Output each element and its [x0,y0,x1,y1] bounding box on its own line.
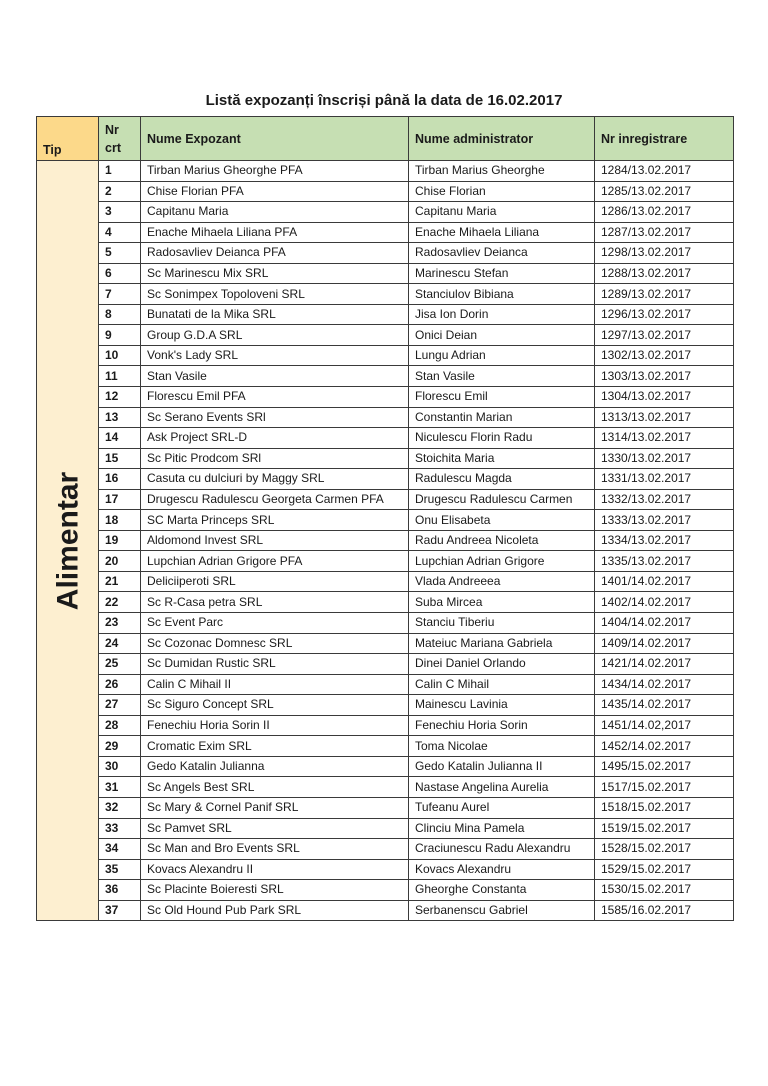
table-row [37,181,734,202]
header-nr-line1: Nr [105,123,119,137]
header-exhibitor-name: Nume Expozant [141,117,409,161]
exhibitors-table [36,116,734,921]
table-row [37,304,734,325]
row-number: 4 [99,222,141,243]
exhibitor-name: Sc Angels Best SRL [141,777,409,798]
registration-number: 1435/14.02.2017 [595,695,734,716]
registration-number: 1297/13.02.2017 [595,325,734,346]
exhibitor-name: Sc Serano Events SRl [141,407,409,428]
table-row [37,715,734,736]
exhibitor-name: Sc Pamvet SRL [141,818,409,839]
row-number: 25 [99,654,141,675]
row-number: 23 [99,613,141,634]
exhibitor-name: SC Marta Princeps SRL [141,510,409,531]
exhibitor-name: Sc Marinescu Mix SRL [141,263,409,284]
document-title: Listă expozanți înscriși până la data de 16.02.2017 [205,92,563,109]
exhibitor-name: Kovacs Alexandru II [141,859,409,880]
exhibitor-name: Fenechiu Horia Sorin II [141,715,409,736]
registration-number: 1286/13.02.2017 [595,202,734,223]
exhibitor-name: Enache Mihaela Liliana PFA [141,222,409,243]
row-number: 2 [99,181,141,202]
exhibitor-name: Sc Dumidan Rustic SRL [141,654,409,675]
exhibitor-name: Casuta cu dulciuri by Maggy SRL [141,469,409,490]
table-row [37,530,734,551]
row-number: 3 [99,202,141,223]
table-row [37,818,734,839]
exhibitor-name: Tirban Marius Gheorghe PFA [141,161,409,182]
exhibitor-name: Vonk's Lady SRL [141,345,409,366]
table-row [37,674,734,695]
registration-number: 1409/14.02.2017 [595,633,734,654]
table-row [37,592,734,613]
registration-number: 1285/13.02.2017 [595,181,734,202]
registration-number: 1404/14.02.2017 [595,613,734,634]
category-cell [37,161,99,921]
administrator-name: Dinei Daniel Orlando [409,654,595,675]
row-number: 14 [99,428,141,449]
registration-number: 1529/15.02.2017 [595,859,734,880]
administrator-name: Jisa Ion Dorin [409,304,595,325]
header-administrator: Nume administrator [409,117,595,161]
registration-number: 1335/13.02.2017 [595,551,734,572]
exhibitor-name: Ask Project SRL-D [141,428,409,449]
row-number: 19 [99,530,141,551]
table-row [37,202,734,223]
exhibitor-name: Group G.D.A SRL [141,325,409,346]
administrator-name: Calin C Mihail [409,674,595,695]
table-row [37,387,734,408]
table-row [37,839,734,860]
table-row [37,222,734,243]
exhibitor-name: Cromatic Exim SRL [141,736,409,757]
category-label: Alimentar [51,471,84,610]
registration-number: 1421/14.02.2017 [595,654,734,675]
exhibitor-name: Sc Old Hound Pub Park SRL [141,900,409,921]
exhibitor-name: Radosavliev Deianca PFA [141,243,409,264]
table-row [37,654,734,675]
table-row [37,551,734,572]
row-number: 27 [99,695,141,716]
row-number: 16 [99,469,141,490]
table-body [37,161,734,921]
table-row [37,469,734,490]
row-number: 10 [99,345,141,366]
row-number: 36 [99,880,141,901]
exhibitor-name: Sc Sonimpex Topoloveni SRL [141,284,409,305]
table-row [37,756,734,777]
row-number: 22 [99,592,141,613]
row-number: 33 [99,818,141,839]
administrator-name: Onici Deian [409,325,595,346]
header-nr-line2: crt [105,141,121,155]
registration-number: 1298/13.02.2017 [595,243,734,264]
table-row [37,366,734,387]
row-number: 17 [99,489,141,510]
administrator-name: Toma Nicolae [409,736,595,757]
administrator-name: Gheorghe Constanta [409,880,595,901]
table-row [37,797,734,818]
table-row [37,263,734,284]
administrator-name: Radosavliev Deianca [409,243,595,264]
table-row [37,695,734,716]
exhibitor-name: Florescu Emil PFA [141,387,409,408]
row-number: 34 [99,839,141,860]
administrator-name: Drugescu Radulescu Carmen [409,489,595,510]
table-row [37,633,734,654]
row-number: 9 [99,325,141,346]
administrator-name: Lungu Adrian [409,345,595,366]
row-number: 6 [99,263,141,284]
registration-number: 1519/15.02.2017 [595,818,734,839]
registration-number: 1314/13.02.2017 [595,428,734,449]
registration-number: 1334/13.02.2017 [595,530,734,551]
administrator-name: Stanciu Tiberiu [409,613,595,634]
row-number: 26 [99,674,141,695]
row-number: 5 [99,243,141,264]
table-row [37,510,734,531]
row-number: 12 [99,387,141,408]
administrator-name: Constantin Marian [409,407,595,428]
row-number: 29 [99,736,141,757]
table-row [37,407,734,428]
registration-number: 1289/13.02.2017 [595,284,734,305]
administrator-name: Tirban Marius Gheorghe [409,161,595,182]
exhibitor-name: Gedo Katalin Julianna [141,756,409,777]
registration-number: 1313/13.02.2017 [595,407,734,428]
table-row [37,880,734,901]
registration-number: 1296/13.02.2017 [595,304,734,325]
header-row [37,117,734,161]
row-number: 8 [99,304,141,325]
administrator-name: Onu Elisabeta [409,510,595,531]
administrator-name: Mainescu Lavinia [409,695,595,716]
exhibitor-name: Capitanu Maria [141,202,409,223]
registration-number: 1302/13.02.2017 [595,345,734,366]
registration-number: 1434/14.02.2017 [595,674,734,695]
registration-number: 1530/15.02.2017 [595,880,734,901]
row-number: 7 [99,284,141,305]
header-nr-crt [99,117,141,161]
row-number: 11 [99,366,141,387]
row-number: 1 [99,161,141,182]
registration-number: 1495/15.02.2017 [595,756,734,777]
table-row [37,571,734,592]
exhibitor-name: Deliciiperoti SRL [141,571,409,592]
row-number: 18 [99,510,141,531]
exhibitor-name: Drugescu Radulescu Georgeta Carmen PFA [141,489,409,510]
header-registration-number: Nr inregistrare [595,117,734,161]
row-number: 37 [99,900,141,921]
registration-number: 1303/13.02.2017 [595,366,734,387]
registration-number: 1452/14.02.2017 [595,736,734,757]
registration-number: 1402/14.02.2017 [595,592,734,613]
row-number: 28 [99,715,141,736]
exhibitor-name: Bunatati de la Mika SRL [141,304,409,325]
administrator-name: Marinescu Stefan [409,263,595,284]
exhibitor-name: Calin C Mihail II [141,674,409,695]
table-row [37,777,734,798]
exhibitor-name: Sc Placinte Boieresti SRL [141,880,409,901]
exhibitor-name: Stan Vasile [141,366,409,387]
administrator-name: Radu Andreea Nicoleta [409,530,595,551]
registration-number: 1401/14.02.2017 [595,571,734,592]
row-number: 32 [99,797,141,818]
exhibitor-name: Sc R-Casa petra SRL [141,592,409,613]
row-number: 30 [99,756,141,777]
registration-number: 1288/13.02.2017 [595,263,734,284]
registration-number: 1287/13.02.2017 [595,222,734,243]
administrator-name: Suba Mircea [409,592,595,613]
registration-number: 1304/13.02.2017 [595,387,734,408]
table-row [37,161,734,182]
administrator-name: Craciunescu Radu Alexandru [409,839,595,860]
exhibitor-name: Sc Siguro Concept SRL [141,695,409,716]
registration-number: 1528/15.02.2017 [595,839,734,860]
registration-number: 1585/16.02.2017 [595,900,734,921]
administrator-name: Tufeanu Aurel [409,797,595,818]
administrator-name: Enache Mihaela Liliana [409,222,595,243]
registration-number: 1451/14.02,2017 [595,715,734,736]
row-number: 31 [99,777,141,798]
administrator-name: Gedo Katalin Julianna II [409,756,595,777]
administrator-name: Vlada Andreeea [409,571,595,592]
administrator-name: Kovacs Alexandru [409,859,595,880]
table-row [37,859,734,880]
administrator-name: Capitanu Maria [409,202,595,223]
exhibitor-name: Sc Man and Bro Events SRL [141,839,409,860]
table-row [37,448,734,469]
table-row [37,325,734,346]
table-row [37,613,734,634]
table-row [37,489,734,510]
administrator-name: Stoichita Maria [409,448,595,469]
administrator-name: Nastase Angelina Aurelia [409,777,595,798]
registration-number: 1330/13.02.2017 [595,448,734,469]
row-number: 15 [99,448,141,469]
table-row [37,736,734,757]
row-number: 35 [99,859,141,880]
administrator-name: Mateiuc Mariana Gabriela [409,633,595,654]
exhibitor-name: Sc Cozonac Domnesc SRL [141,633,409,654]
administrator-name: Serbanenscu Gabriel [409,900,595,921]
row-number: 13 [99,407,141,428]
exhibitor-name: Sc Event Parc [141,613,409,634]
registration-number: 1518/15.02.2017 [595,797,734,818]
administrator-name: Lupchian Adrian Grigore [409,551,595,572]
registration-number: 1332/13.02.2017 [595,489,734,510]
exhibitor-name: Aldomond Invest SRL [141,530,409,551]
registration-number: 1331/13.02.2017 [595,469,734,490]
exhibitor-name: Sc Pitic Prodcom SRl [141,448,409,469]
table-row [37,243,734,264]
row-number: 24 [99,633,141,654]
row-number: 20 [99,551,141,572]
table-row [37,900,734,921]
row-number: 21 [99,571,141,592]
registration-number: 1517/15.02.2017 [595,777,734,798]
exhibitor-name: Chise Florian PFA [141,181,409,202]
administrator-name: Stanciulov Bibiana [409,284,595,305]
administrator-name: Fenechiu Horia Sorin [409,715,595,736]
administrator-name: Radulescu Magda [409,469,595,490]
table-row [37,284,734,305]
administrator-name: Florescu Emil [409,387,595,408]
table-row [37,345,734,366]
table-row [37,428,734,449]
registration-number: 1284/13.02.2017 [595,161,734,182]
exhibitor-name: Lupchian Adrian Grigore PFA [141,551,409,572]
administrator-name: Niculescu Florin Radu [409,428,595,449]
administrator-name: Stan Vasile [409,366,595,387]
registration-number: 1333/13.02.2017 [595,510,734,531]
administrator-name: Clinciu Mina Pamela [409,818,595,839]
administrator-name: Chise Florian [409,181,595,202]
exhibitor-name: Sc Mary & Cornel Panif SRL [141,797,409,818]
header-tip: Tip [37,117,99,161]
